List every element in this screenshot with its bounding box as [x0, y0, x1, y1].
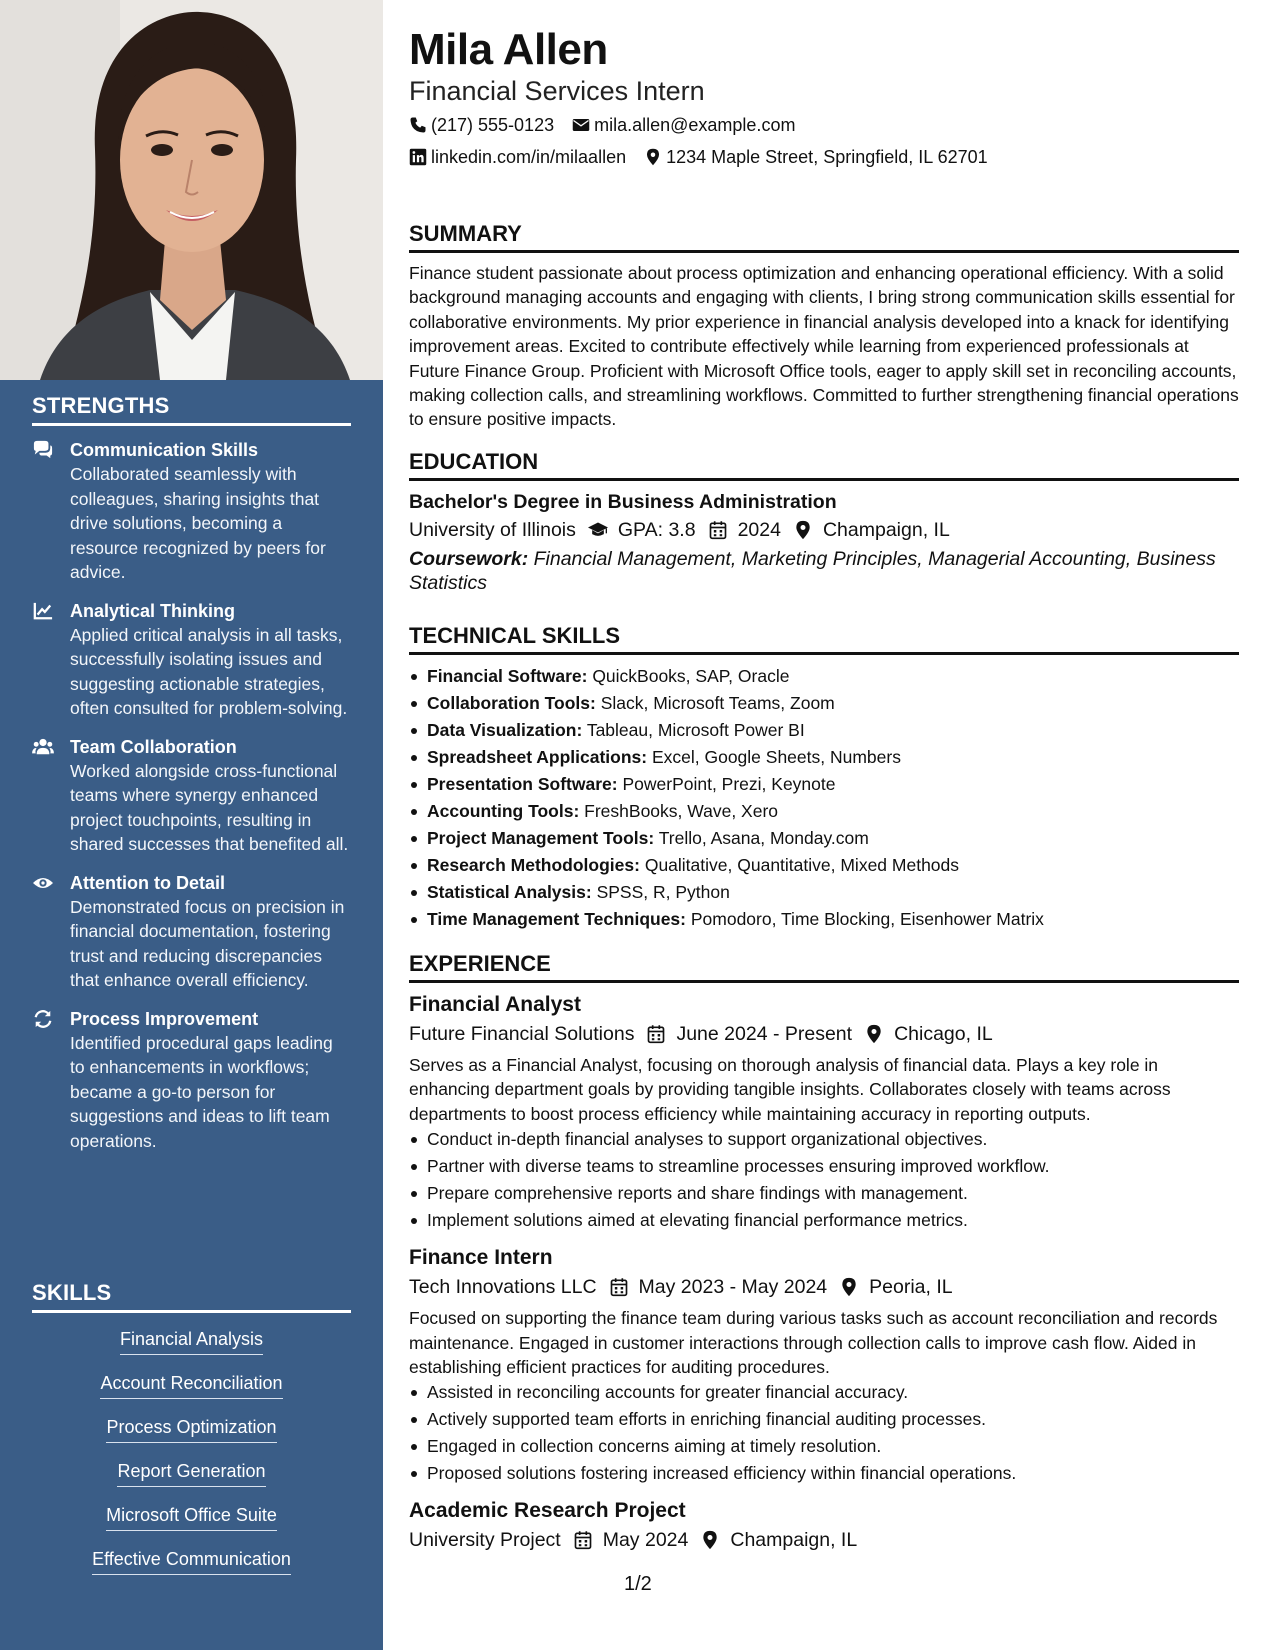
- job-dates: June 2024 - Present: [676, 1023, 853, 1045]
- degree-title: Bachelor's Degree in Business Administration: [409, 491, 837, 513]
- company-name: University Project: [409, 1529, 561, 1552]
- page-number: 1/2: [624, 1573, 652, 1595]
- list-item: Spreadsheet Applications: Excel, Google Sheets, Numbers: [409, 744, 1239, 771]
- contact-row: [409, 113, 813, 137]
- strength-desc: Collaborated seamlessly with colleagues, sharing insights that drive solutions, becoming a resource recognized by peers for advice.: [70, 464, 326, 582]
- job-meta: [409, 1525, 1239, 1555]
- list-item: Actively supported team efforts in enriching financial auditing processes.: [409, 1406, 1239, 1433]
- strength-title: Attention to Detail: [70, 872, 225, 893]
- job-description: Serves as a Financial Analyst, focusing on thorough analysis of financial data. Plays a key role in enhancing department goals by providing tangible insights. Collaborates closely with teams across departments to boost process efficiency while maintaining accuracy in reporting outputs.: [409, 1055, 1171, 1124]
- job-entry: [409, 1497, 1239, 1555]
- section-heading: TECHNICAL SKILLS: [409, 622, 1239, 655]
- coursework-label: Coursework:: [409, 548, 529, 570]
- job-location: Champaign, IL: [730, 1529, 858, 1552]
- skills-section: [32, 1280, 351, 1591]
- strength-desc: Demonstrated focus on precision in financial documentation, fostering trust and reducing discrepancies that enhance overall efficiency.: [70, 896, 345, 990]
- list-item: Accounting Tools: FreshBooks, Wave, Xero: [409, 798, 1239, 825]
- contact-row: [409, 145, 1006, 169]
- chart-line-icon: [32, 601, 54, 621]
- map-marker-icon: [793, 520, 813, 540]
- strength-title: Team Collaboration: [70, 736, 237, 757]
- skill-tag: Process Optimization: [106, 1415, 276, 1443]
- strengths-section: [32, 393, 351, 1167]
- map-marker-icon: [700, 1530, 720, 1550]
- strength-title: Process Improvement: [70, 1008, 259, 1029]
- candidate-name: Mila Allen: [409, 25, 608, 74]
- job-dates: May 2024: [602, 1529, 689, 1552]
- graduation-cap-icon: [588, 520, 608, 540]
- job-description: Focused on supporting the finance team during various tasks such as account reconciliation and records maintenance. Engaged in customer interactions through collection calls to improve cash flow. Aided in establishing efficient practices for auditing procedures.: [409, 1308, 1218, 1378]
- users-icon: [32, 737, 54, 757]
- map-marker-icon: [864, 1024, 884, 1044]
- list-item: Data Visualization: Tableau, Microsoft Power BI: [409, 717, 1239, 744]
- technical-skills-list: [409, 663, 1239, 933]
- coursework: [409, 547, 1239, 595]
- strength-item: [32, 1007, 351, 1154]
- section-heading: EDUCATION: [409, 448, 1239, 481]
- job-position: Finance Intern: [409, 1246, 553, 1270]
- sidebar: [0, 0, 383, 1650]
- list-item: Proposed solutions fostering increased efficiency within financial operations.: [409, 1460, 1239, 1487]
- comments-icon: [32, 440, 54, 460]
- strength-desc: Applied critical analysis in all tasks, successfully isolating issues and suggesting actionable strategies, often consulted for problem-solving.: [70, 624, 348, 718]
- list-item: Presentation Software: PowerPoint, Prezi, Keynote: [409, 771, 1239, 798]
- address-text: 1234 Maple Street, Springfield, IL 62701: [666, 147, 988, 167]
- strength-desc: Worked alongside cross-functional teams where synergy enhanced project touchpoints, resulting in shared successes that benefited all.: [70, 760, 349, 854]
- job-meta: [409, 1272, 1239, 1302]
- job-position: Financial Analyst: [409, 993, 581, 1016]
- job-location: Peoria, IL: [869, 1276, 953, 1299]
- skill-tag: Microsoft Office Suite: [106, 1503, 277, 1531]
- linkedin-icon: [409, 148, 427, 166]
- skill-tag: Account Reconciliation: [100, 1371, 282, 1399]
- company-name: Future Financial Solutions: [409, 1023, 635, 1045]
- list-item: Collaboration Tools: Slack, Microsoft Teams, Zoom: [409, 690, 1239, 717]
- calendar-icon: [573, 1530, 593, 1550]
- gpa-value: GPA: 3.8: [617, 519, 696, 541]
- education-meta: [409, 515, 1239, 545]
- map-marker-icon: [839, 1277, 859, 1297]
- strength-title: Analytical Thinking: [70, 600, 236, 621]
- envelope-icon: [572, 116, 590, 134]
- list-item: Assisted in reconciling accounts for greater financial accuracy.: [409, 1379, 1239, 1406]
- eye-icon: [32, 873, 54, 893]
- email-link[interactable]: mila.allen@example.com: [594, 115, 796, 135]
- strength-item: [32, 735, 351, 857]
- technical-skills-section: [409, 622, 1239, 933]
- phone-icon: [409, 116, 427, 134]
- job-location: Chicago, IL: [894, 1023, 993, 1045]
- coursework-list: Financial Management, Marketing Principles, Managerial Accounting, Business Statistics: [409, 548, 1216, 594]
- section-heading: SUMMARY: [409, 220, 1239, 253]
- strength-desc: Identified procedural gaps leading to enhancements in workflows; became a go-to person for suggestions and ideas to lift team operations.: [70, 1032, 333, 1151]
- list-item: Implement solutions aimed at elevating financial performance metrics.: [409, 1207, 1239, 1234]
- list-item: Conduct in-depth financial analyses to support organizational objectives.: [409, 1126, 1239, 1153]
- skill-tag: Effective Communication: [92, 1547, 291, 1575]
- section-heading: EXPERIENCE: [409, 950, 1239, 983]
- list-item: Partner with diverse teams to streamline processes ensuring improved workflow.: [409, 1153, 1239, 1180]
- job-meta: [409, 1019, 1239, 1049]
- map-marker-icon: [644, 148, 662, 166]
- strength-title: Communication Skills: [70, 440, 259, 460]
- list-item: Project Management Tools: Trello, Asana, Monday.com: [409, 825, 1239, 852]
- job-position: Academic Research Project: [409, 1499, 686, 1523]
- skill-tag: Financial Analysis: [120, 1327, 263, 1355]
- job-bullets: [409, 1379, 1239, 1487]
- job-bullets: [409, 1126, 1239, 1234]
- strength-item: [32, 599, 351, 721]
- strength-item: [32, 438, 351, 585]
- education-section: [409, 448, 1239, 595]
- strengths-heading: STRENGTHS: [32, 393, 351, 426]
- skills-heading: SKILLS: [32, 1280, 351, 1313]
- list-item: Statistical Analysis: SPSS, R, Python: [409, 879, 1239, 906]
- job-entry: [409, 991, 1239, 1234]
- experience-section: [409, 950, 1239, 1565]
- skill-tag: Report Generation: [117, 1459, 265, 1487]
- list-item: Prepare comprehensive reports and share findings with management.: [409, 1180, 1239, 1207]
- list-item: Engaged in collection concerns aiming at timely resolution.: [409, 1433, 1239, 1460]
- job-dates: May 2023 - May 2024: [638, 1276, 828, 1299]
- graduation-year: 2024: [737, 519, 781, 541]
- list-item: Time Management Techniques: Pomodoro, Time Blocking, Eisenhower Matrix: [409, 906, 1239, 933]
- sync-icon: [32, 1009, 54, 1029]
- summary-section: [409, 220, 1239, 432]
- summary-text: Finance student passionate about process optimization and enhancing operational efficiency. With a solid background managing accounts and engaging with clients, I bring strong communication skills essential for collaborative environments. My prior experience in financial analysis developed into a knack for identifying improvement areas. Excited to contribute effectively while learning from experienced professionals at Future Finance Group. Proficient with Microsoft Office tools, eager to apply skill set in reconciling accounts, making collection calls, and streamlining workflows. Committed to further strengthening financial operations to ensure positive impacts.: [409, 263, 1239, 430]
- calendar-icon: [646, 1024, 666, 1044]
- calendar-icon: [609, 1277, 629, 1297]
- list-item: Research Methodologies: Qualitative, Quantitative, Mixed Methods: [409, 852, 1239, 879]
- phone-number[interactable]: (217) 555-0123: [431, 115, 555, 135]
- linkedin-link[interactable]: linkedin.com/in/milaallen: [431, 147, 627, 167]
- job-entry: [409, 1244, 1239, 1487]
- company-name: Tech Innovations LLC: [409, 1276, 597, 1299]
- strength-item: [32, 871, 351, 993]
- job-title: Financial Services Intern: [409, 76, 705, 106]
- school-location: Champaign, IL: [822, 519, 950, 541]
- school-name: University of Illinois: [409, 519, 576, 541]
- profile-photo: [0, 0, 383, 380]
- calendar-icon: [708, 520, 728, 540]
- list-item: Financial Software: QuickBooks, SAP, Oracle: [409, 663, 1239, 690]
- skills-list: [32, 1327, 351, 1591]
